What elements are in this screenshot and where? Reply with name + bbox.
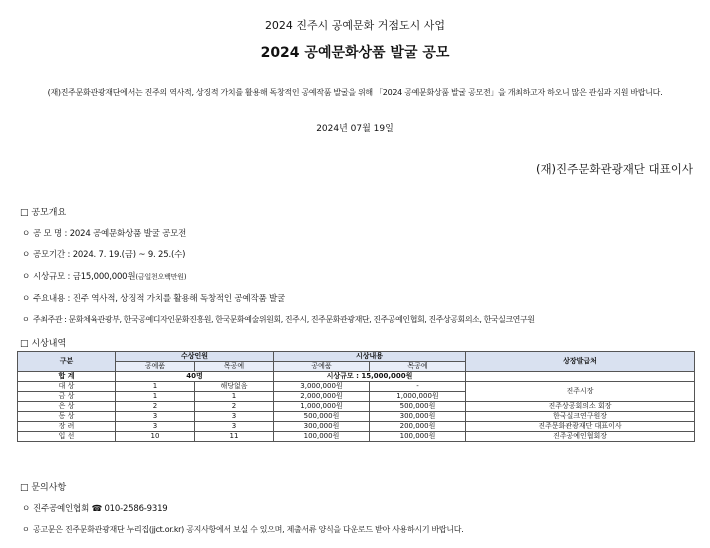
- header-presenter: 상장발급처: [466, 352, 695, 372]
- wood-count-cell: 1: [195, 392, 274, 402]
- table-row-total: [18, 372, 695, 382]
- header-craft-prize: 공예품: [274, 362, 370, 372]
- craft-count-cell: 3: [116, 422, 195, 432]
- overview-text: 주요내용 : 진주 역사적, 상징적 가치를 활용해 독창적인 공예작품 발굴: [33, 294, 285, 304]
- overview-text: 주최주관 : 문화체육관광부, 한국공예디자인문화진흥원, 한국문화예술위원회, 진주시, 진주문화관광재단, 진주공예인협회, 진주상공회의소, 한국실크연구원: [33, 315, 535, 324]
- presenter-cell: 진주상공회의소 회장: [466, 402, 695, 412]
- overview-heading: □ 공모개요: [20, 208, 67, 218]
- circle-marker: ㅇ: [22, 525, 30, 534]
- wood-prize-cell: 300,000원: [370, 412, 466, 422]
- table-row: [18, 382, 695, 392]
- wood-prize-cell: 500,000원: [370, 402, 466, 412]
- total-winners: 40명: [116, 372, 274, 382]
- overview-text: 공모기간 : 2024. 7. 19.(금) ~ 9. 25.(수): [33, 250, 186, 260]
- wood-count-cell: 3: [195, 422, 274, 432]
- table-row: [18, 432, 695, 442]
- organizer-signature: (재)진주문화관광재단 대표이사: [535, 162, 693, 176]
- intro-text: (재)진주문화관광재단에서는 진주의 역사적, 상징적 가치를 활용해 독창적인 공예작품 발굴을 위해 「2024 공예문화상품 발굴 공모전」을 개최하고자 하오니 많은 관심과 지원 바랍니다.: [47, 88, 663, 97]
- circle-marker: ㅇ: [22, 294, 31, 304]
- craft-prize-cell: 2,000,000원: [274, 392, 370, 402]
- wood-count-cell: 해당없음: [195, 382, 274, 392]
- circle-marker: ㅇ: [22, 229, 31, 239]
- header-craft-count: 공예품: [116, 362, 195, 372]
- table-row: [18, 402, 695, 412]
- contact-item-website: [22, 524, 463, 535]
- contact-text: 진주공예인협회 ☎ 010-2586-9319: [33, 504, 168, 514]
- total-prize: 시상규모 : 15,000,000원: [274, 372, 466, 382]
- overview-text: 시상규모 : 금15,000,000원: [33, 272, 136, 282]
- rank-cell: 은 상: [18, 402, 116, 412]
- table-row: [18, 422, 695, 432]
- rank-cell: 동 상: [18, 412, 116, 422]
- presenter-cell: 진주시장: [466, 382, 695, 402]
- overview-item-name: [22, 227, 186, 239]
- craft-prize-cell: 500,000원: [274, 412, 370, 422]
- total-presenter-empty: [466, 372, 695, 382]
- circle-marker: ㅇ: [22, 250, 31, 260]
- rank-cell: 장 려: [18, 422, 116, 432]
- wood-count-cell: 2: [195, 402, 274, 412]
- overview-text: 공 모 명 : 2024 공예문화상품 발굴 공모전: [33, 229, 187, 239]
- rank-cell: 대 상: [18, 382, 116, 392]
- overview-item-content: [22, 292, 285, 304]
- craft-count-cell: 10: [116, 432, 195, 442]
- craft-count-cell: 2: [116, 402, 195, 412]
- rank-cell: 입 선: [18, 432, 116, 442]
- craft-prize-cell: 3,000,000원: [274, 382, 370, 392]
- overview-item-hosts: [22, 314, 535, 325]
- awards-heading: □ 시상내역: [20, 339, 67, 349]
- circle-marker: ㅇ: [22, 272, 31, 282]
- wood-prize-cell: 1,000,000원: [370, 392, 466, 402]
- contact-text: 공고문은 진주문화관광재단 누리집(jjct.or.kr) 공지사항에서 보실 수 있으며, 제출서류 양식을 다운로드 받아 사용하시기 바랍니다.: [33, 525, 464, 534]
- craft-count-cell: 1: [116, 382, 195, 392]
- wood-prize-cell: -: [370, 382, 466, 392]
- circle-marker: ㅇ: [22, 504, 31, 514]
- header-prize: 시상내용: [274, 352, 466, 362]
- circle-marker: ㅇ: [22, 315, 30, 324]
- header-winners: 수상인원: [116, 352, 274, 362]
- page-title: 2024 공예문화상품 발굴 공모: [260, 45, 450, 61]
- awards-table: [17, 351, 695, 442]
- contact-item-phone: [22, 502, 168, 514]
- overview-item-period: [22, 248, 185, 260]
- craft-count-cell: 3: [116, 412, 195, 422]
- presenter-cell: 진주공예인협회장: [466, 432, 695, 442]
- header-category: 구분: [18, 352, 116, 372]
- wood-count-cell: 3: [195, 412, 274, 422]
- craft-prize-cell: 300,000원: [274, 422, 370, 432]
- wood-prize-cell: 200,000원: [370, 422, 466, 432]
- header-wood-prize: 목공예: [370, 362, 466, 372]
- wood-prize-cell: 100,000원: [370, 432, 466, 442]
- craft-prize-cell: 100,000원: [274, 432, 370, 442]
- overview-item-prize: [22, 270, 186, 282]
- presenter-cell: 한국실크연구원장: [466, 412, 695, 422]
- overview-note: (금일천오백만원): [135, 273, 187, 281]
- total-label: 합 계: [18, 372, 116, 382]
- event-subtitle: 2024 진주시 공예문화 거점도시 사업: [264, 19, 446, 32]
- craft-prize-cell: 1,000,000원: [274, 402, 370, 412]
- header-wood-count: 목공예: [195, 362, 274, 372]
- rank-cell: 금 상: [18, 392, 116, 402]
- wood-count-cell: 11: [195, 432, 274, 442]
- craft-count-cell: 1: [116, 392, 195, 402]
- contact-heading: □ 문의사항: [20, 483, 67, 493]
- presenter-cell: 진주문화관광재단 대표이사: [466, 422, 695, 432]
- table-row: [18, 412, 695, 422]
- announcement-date: 2024년 07월 19일: [316, 124, 394, 134]
